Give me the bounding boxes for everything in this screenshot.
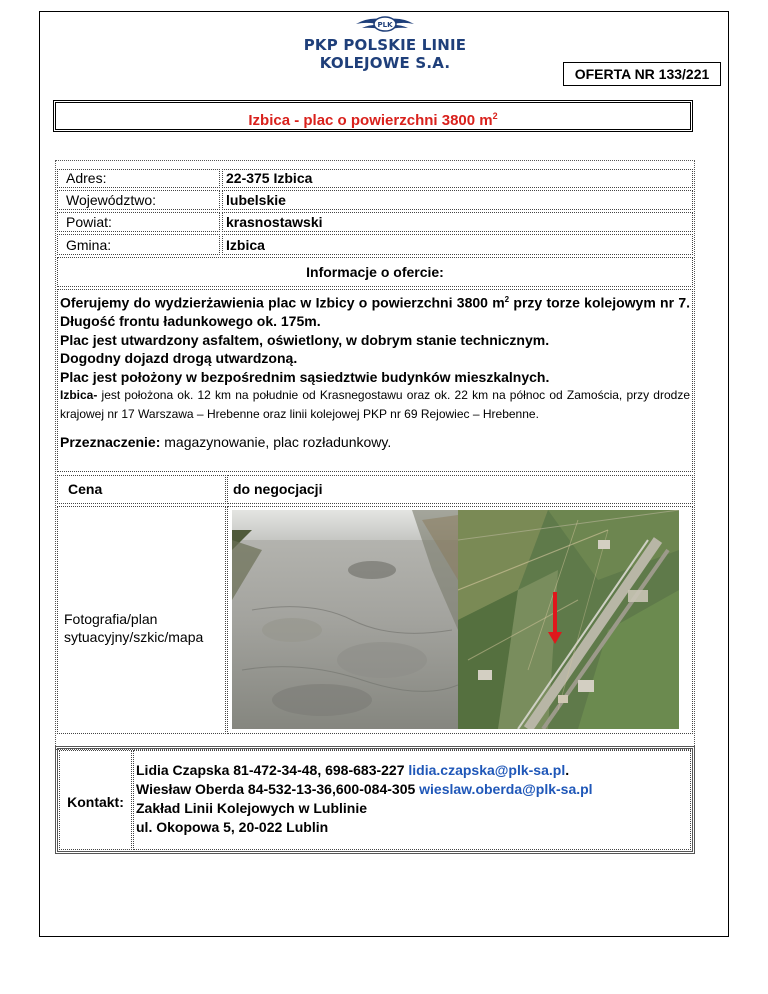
- logo-text: PKP POLSKIE LINIE KOLEJOWE S.A.: [303, 36, 467, 72]
- logo-mark-text: PLK: [377, 21, 393, 29]
- purpose-text: magazynowanie, plac rozładunkowy.: [160, 434, 392, 451]
- asphalt-photo-image: [232, 510, 458, 729]
- offer-title-text: Izbica - plac o powierzchni 3800 m: [248, 112, 493, 129]
- aerial-map-image: [458, 510, 679, 729]
- offer-title-sup: 2: [492, 111, 498, 121]
- contact-office: Zakład Linii Kolejowych w Lublinie: [136, 800, 368, 816]
- offer-title: [53, 100, 693, 132]
- offer-line-1: [60, 291, 690, 331]
- location-text: jest położona ok. 12 km na południe od Krasnegostawu oraz ok. 22 km na północ od Zamościa, przy drodze krajowej nr 17 Warszawa – Hrebenne oraz linii kolejowej PKP nr 69 Rejowiec – Hrebenne.: [60, 388, 690, 421]
- county-value: krasnostawski: [222, 212, 693, 232]
- location-label: Izbica-: [60, 388, 98, 403]
- price-value: do negocjacji: [227, 475, 693, 504]
- contact-details: [133, 750, 691, 850]
- email-link-1[interactable]: lidia.czapska@plk-sa.pl: [408, 762, 566, 778]
- contact-person-1-text: Lidia Czapska 81-472-34-48, 698-683-227: [136, 762, 409, 778]
- offer-info-heading: Informacje o ofercie:: [57, 257, 693, 287]
- asphalt-yard-photo: [232, 510, 458, 729]
- voivodeship-label: Województwo:: [57, 190, 220, 210]
- contact-person-2-text: Wiesław Oberda 84-532-13-36,600-084-305: [136, 781, 420, 797]
- offer-line-3: Dogodny dojazd drogą utwardzoną.: [60, 350, 298, 367]
- contact-person-2: [134, 780, 690, 799]
- plk-logo-icon: [354, 14, 416, 36]
- pkp-logo: [270, 14, 500, 72]
- offer-line-2: Plac jest utwardzony asfaltem, oświetlony, w dobrym stanie technicznym.: [60, 331, 550, 348]
- email-1-suffix: .: [565, 762, 570, 778]
- offer-number: OFERTA NR 133/221: [563, 62, 721, 86]
- purpose-line: [60, 433, 690, 452]
- offer-line-4: Plac jest położony w bezpośrednim sąsiedztwie budynków mieszkalnych.: [60, 368, 550, 385]
- purpose-label: Przeznaczenie:: [60, 434, 161, 451]
- offer-line-1a: Oferujemy do wydzierżawienia plac w Izbicy o powierzchni 3800 m: [60, 294, 505, 311]
- commune-label: Gmina:: [57, 234, 220, 255]
- offer-line-1-sup: 2: [504, 295, 510, 304]
- contact-label: Kontakt:: [59, 750, 132, 850]
- offer-line-1b: przy torze kolejowym nr 7. Długość frontu ładunkowego ok. 175m.: [60, 294, 690, 330]
- email-link-2[interactable]: wieslaw.oberda@plk-sa.pl: [419, 781, 593, 797]
- contact-person-1: [134, 761, 690, 780]
- photo-label: Fotografia/plan sytuacyjny/szkic/mapa: [57, 506, 226, 734]
- offer-description: [57, 289, 693, 472]
- commune-value: Izbica: [222, 234, 693, 255]
- county-label: Powiat:: [57, 212, 220, 232]
- contact-address: ul. Okopowa 5, 20-022 Lublin: [136, 819, 329, 835]
- voivodeship-value: lubelskie: [222, 190, 693, 210]
- location-paragraph: [60, 386, 690, 423]
- aerial-map-photo: [458, 510, 679, 729]
- address-label: Adres:: [57, 169, 220, 188]
- price-label: Cena: [57, 475, 226, 504]
- address-value: 22-375 Izbica: [222, 169, 693, 188]
